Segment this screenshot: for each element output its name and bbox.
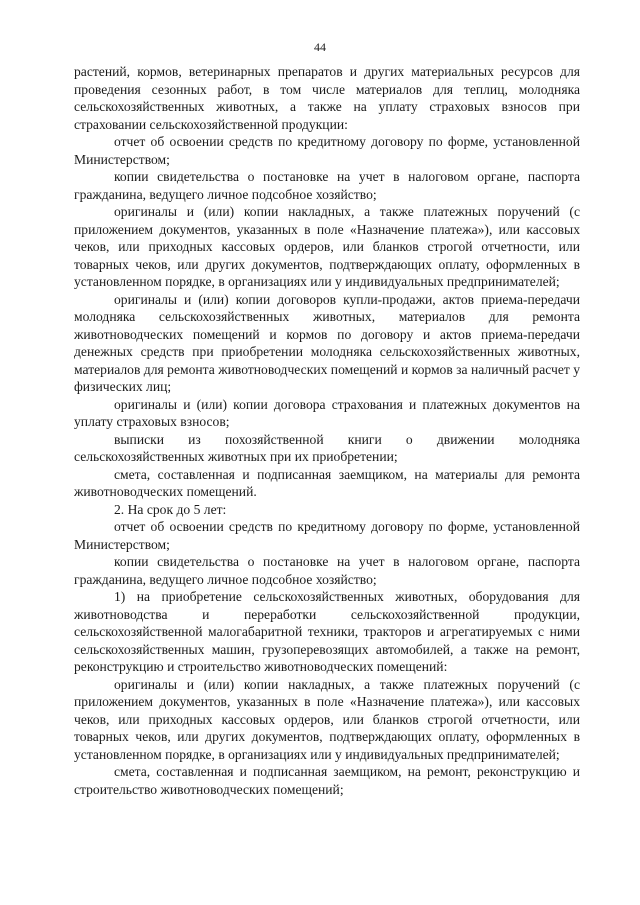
paragraph: 1) на приобретение сельскохозяйственных животных, оборудования для животноводства и переработки сельскохозяйственной продукции, сельскохозяйственной малогабаритной техники, тракторов и агрегатируемых с ними сельскохозяйственных машин, грузоперевозящих автомобилей, а также на ремонт, реконструкцию и строительство животноводческих помещений: <box>74 589 580 674</box>
paragraph: оригиналы и (или) копии накладных, а также платежных поручений (с приложением документов, указанных в поле «Назначение платежа»), или кассовых чеков, или приходных кассовых ордеров, или бланков строгой отчетности, или товарных чеков, или других документов, подтверждающих оплату, оформленных в установленном порядке, в организациях или у индивидуальных предпринимателей; <box>74 204 580 289</box>
paragraph: оригиналы и (или) копии накладных, а также платежных поручений (с приложением документов, указанных в поле «Назначение платежа»), или кассовых чеков, или приходных кассовых ордеров, или бланков строгой отчетности, или товарных чеков, или других документов, подтверждающих оплату, оформленных в установленном порядке, в организациях или у индивидуальных предпринимателей; <box>74 676 580 762</box>
paragraph: отчет об освоении средств по кредитному договору по форме, установленной Министерством; <box>74 134 580 167</box>
section-heading: 2. На срок до 5 лет: <box>114 501 227 517</box>
paragraph: оригиналы и (или) копии договоров купли-продажи, актов приема-передачи молодняка сельскохозяйственных животных, материалов для ремонта животноводческих помещений и кормов по договору и актов приема-передачи денежных средств при приобретении молодняка сельскохозяйственных животных, материалов для ремонта животноводческих помещений и кормов за наличный расчет у физических лиц; <box>74 291 580 394</box>
paragraph-continuation: растений, кормов, ветеринарных препаратов и других материальных ресурсов для проведения сезонных работ, в том числе материалов для теплиц, молодняка сельскохозяйственных животных, а также на уплату страховых взносов при страховании сельскохозяйственной продукции: <box>74 64 580 132</box>
paragraph: оригиналы и (или) копии договора страхования и платежных документов на уплату страховых взносов; <box>74 396 580 429</box>
paragraph: смета, составленная и подписанная заемщиком, на ремонт, реконструкцию и строительство животноводческих помещений; <box>74 764 580 797</box>
document-body <box>74 63 580 798</box>
paragraph: копии свидетельства о постановке на учет в налоговом органе, паспорта гражданина, ведущего личное подсобное хозяйство; <box>74 554 580 587</box>
page-number: 44 <box>314 40 326 54</box>
paragraph: смета, составленная и подписанная заемщиком, на материалы для ремонта животноводческих помещений. <box>74 466 580 499</box>
paragraph: отчет об освоении средств по кредитному договору по форме, установленной Министерством; <box>74 519 580 552</box>
paragraph: выписки из похозяйственной книги о движении молодняка сельскохозяйственных животных при их приобретении; <box>74 431 580 464</box>
paragraph: копии свидетельства о постановке на учет в налоговом органе, паспорта гражданина, ведущего личное подсобное хозяйство; <box>74 169 580 202</box>
